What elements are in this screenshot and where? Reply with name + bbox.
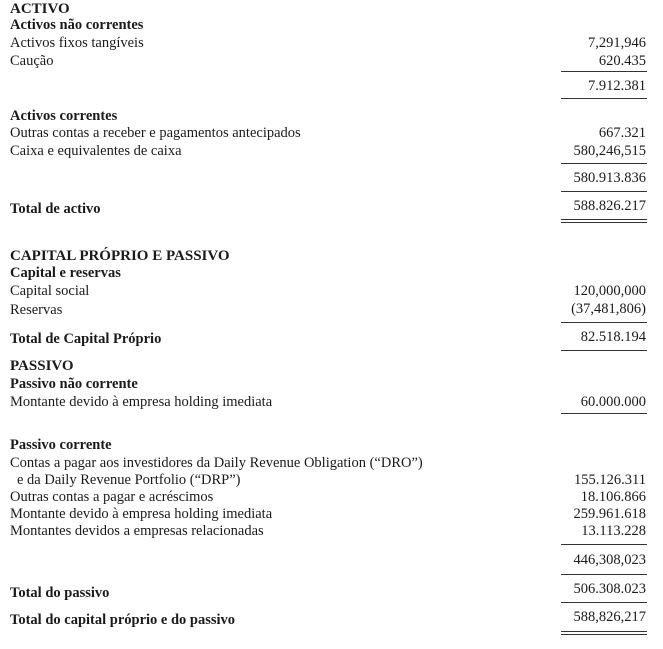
row-value: 667.321	[598, 125, 646, 141]
row-value: 120,000,000	[573, 283, 646, 299]
total-passivo-value: 506.308.023	[573, 581, 646, 597]
row-value: 13.113.228	[581, 523, 646, 539]
row-value: (37,481,806)	[571, 301, 646, 317]
row-value: 18.106.866	[580, 489, 646, 505]
total-activo-value: 588.826.217	[573, 198, 646, 214]
subtotal-value: 580.913.836	[573, 170, 646, 186]
subheading-activos-correntes: Activos correntes	[10, 108, 118, 124]
row-value: 620.435	[598, 53, 646, 69]
row-label: Caixa e equivalentes de caixa	[10, 143, 182, 159]
subtotal-rule	[561, 191, 647, 192]
total-geral-label: Total do capital próprio e do passivo	[10, 612, 236, 628]
row-label: Activos fixos tangíveis	[10, 35, 144, 51]
row-value: 580,246,515	[573, 143, 646, 159]
row-label: Montante devido à empresa holding imediata	[10, 506, 273, 522]
total-geral-value: 588,826,217	[573, 609, 646, 625]
subtotal-rule	[561, 98, 647, 99]
row-value: 155.126.311	[574, 472, 646, 488]
total-capital-label: Total de Capital Próprio	[10, 331, 162, 347]
subtotal-rule	[561, 71, 647, 72]
row-label: Reservas	[10, 302, 63, 318]
subheading-passivo-corrente: Passivo corrente	[10, 437, 112, 453]
row-label: Montantes devidos a empresas relacionadas	[10, 523, 264, 539]
subheading-capital-reservas: Capital e reservas	[10, 265, 121, 281]
row-value: 60.000.000	[580, 394, 646, 410]
subtotal-rule	[561, 544, 647, 545]
row-value: 7,291,946	[588, 35, 646, 51]
subtotal-rule	[561, 574, 647, 575]
row-label: Caução	[10, 53, 54, 69]
total-activo-label: Total de activo	[10, 201, 101, 217]
row-label: Outras contas a receber e pagamentos antecipados	[10, 125, 301, 141]
subtotal-rule	[561, 322, 647, 323]
total-passivo-label: Total do passivo	[10, 585, 110, 601]
total-capital-value: 82.518.194	[580, 329, 646, 345]
double-rule	[561, 631, 647, 635]
subtotal-rule	[561, 350, 647, 351]
double-rule	[561, 219, 647, 223]
subtotal-rule	[561, 602, 647, 603]
subheading-activos-nao-correntes: Activos não correntes	[10, 17, 144, 33]
section-heading-activo: ACTIVO	[10, 1, 70, 17]
row-label: Outras contas a pagar e acréscimos	[10, 489, 214, 505]
subtotal-rule	[561, 163, 647, 164]
row-label-continuation: e da Daily Revenue Portfolio (“DRP”)	[17, 472, 241, 488]
subtotal-value: 7.912.381	[588, 78, 646, 94]
row-label: Capital social	[10, 283, 90, 299]
heading-passivo: PASSIVO	[10, 358, 74, 374]
subtotal-value: 446,308,023	[573, 552, 646, 568]
subheading-passivo-nao-corrente: Passivo não corrente	[10, 376, 138, 392]
subtotal-rule	[561, 413, 647, 414]
row-label: Contas a pagar aos investidores da Daily Revenue Obligation (“DRO”)	[10, 455, 423, 471]
row-label: Montante devido à empresa holding imediata	[10, 394, 273, 410]
row-value: 259.961.618	[573, 506, 646, 522]
section-heading-capital-passivo: CAPITAL PRÓPRIO E PASSIVO	[10, 248, 230, 264]
